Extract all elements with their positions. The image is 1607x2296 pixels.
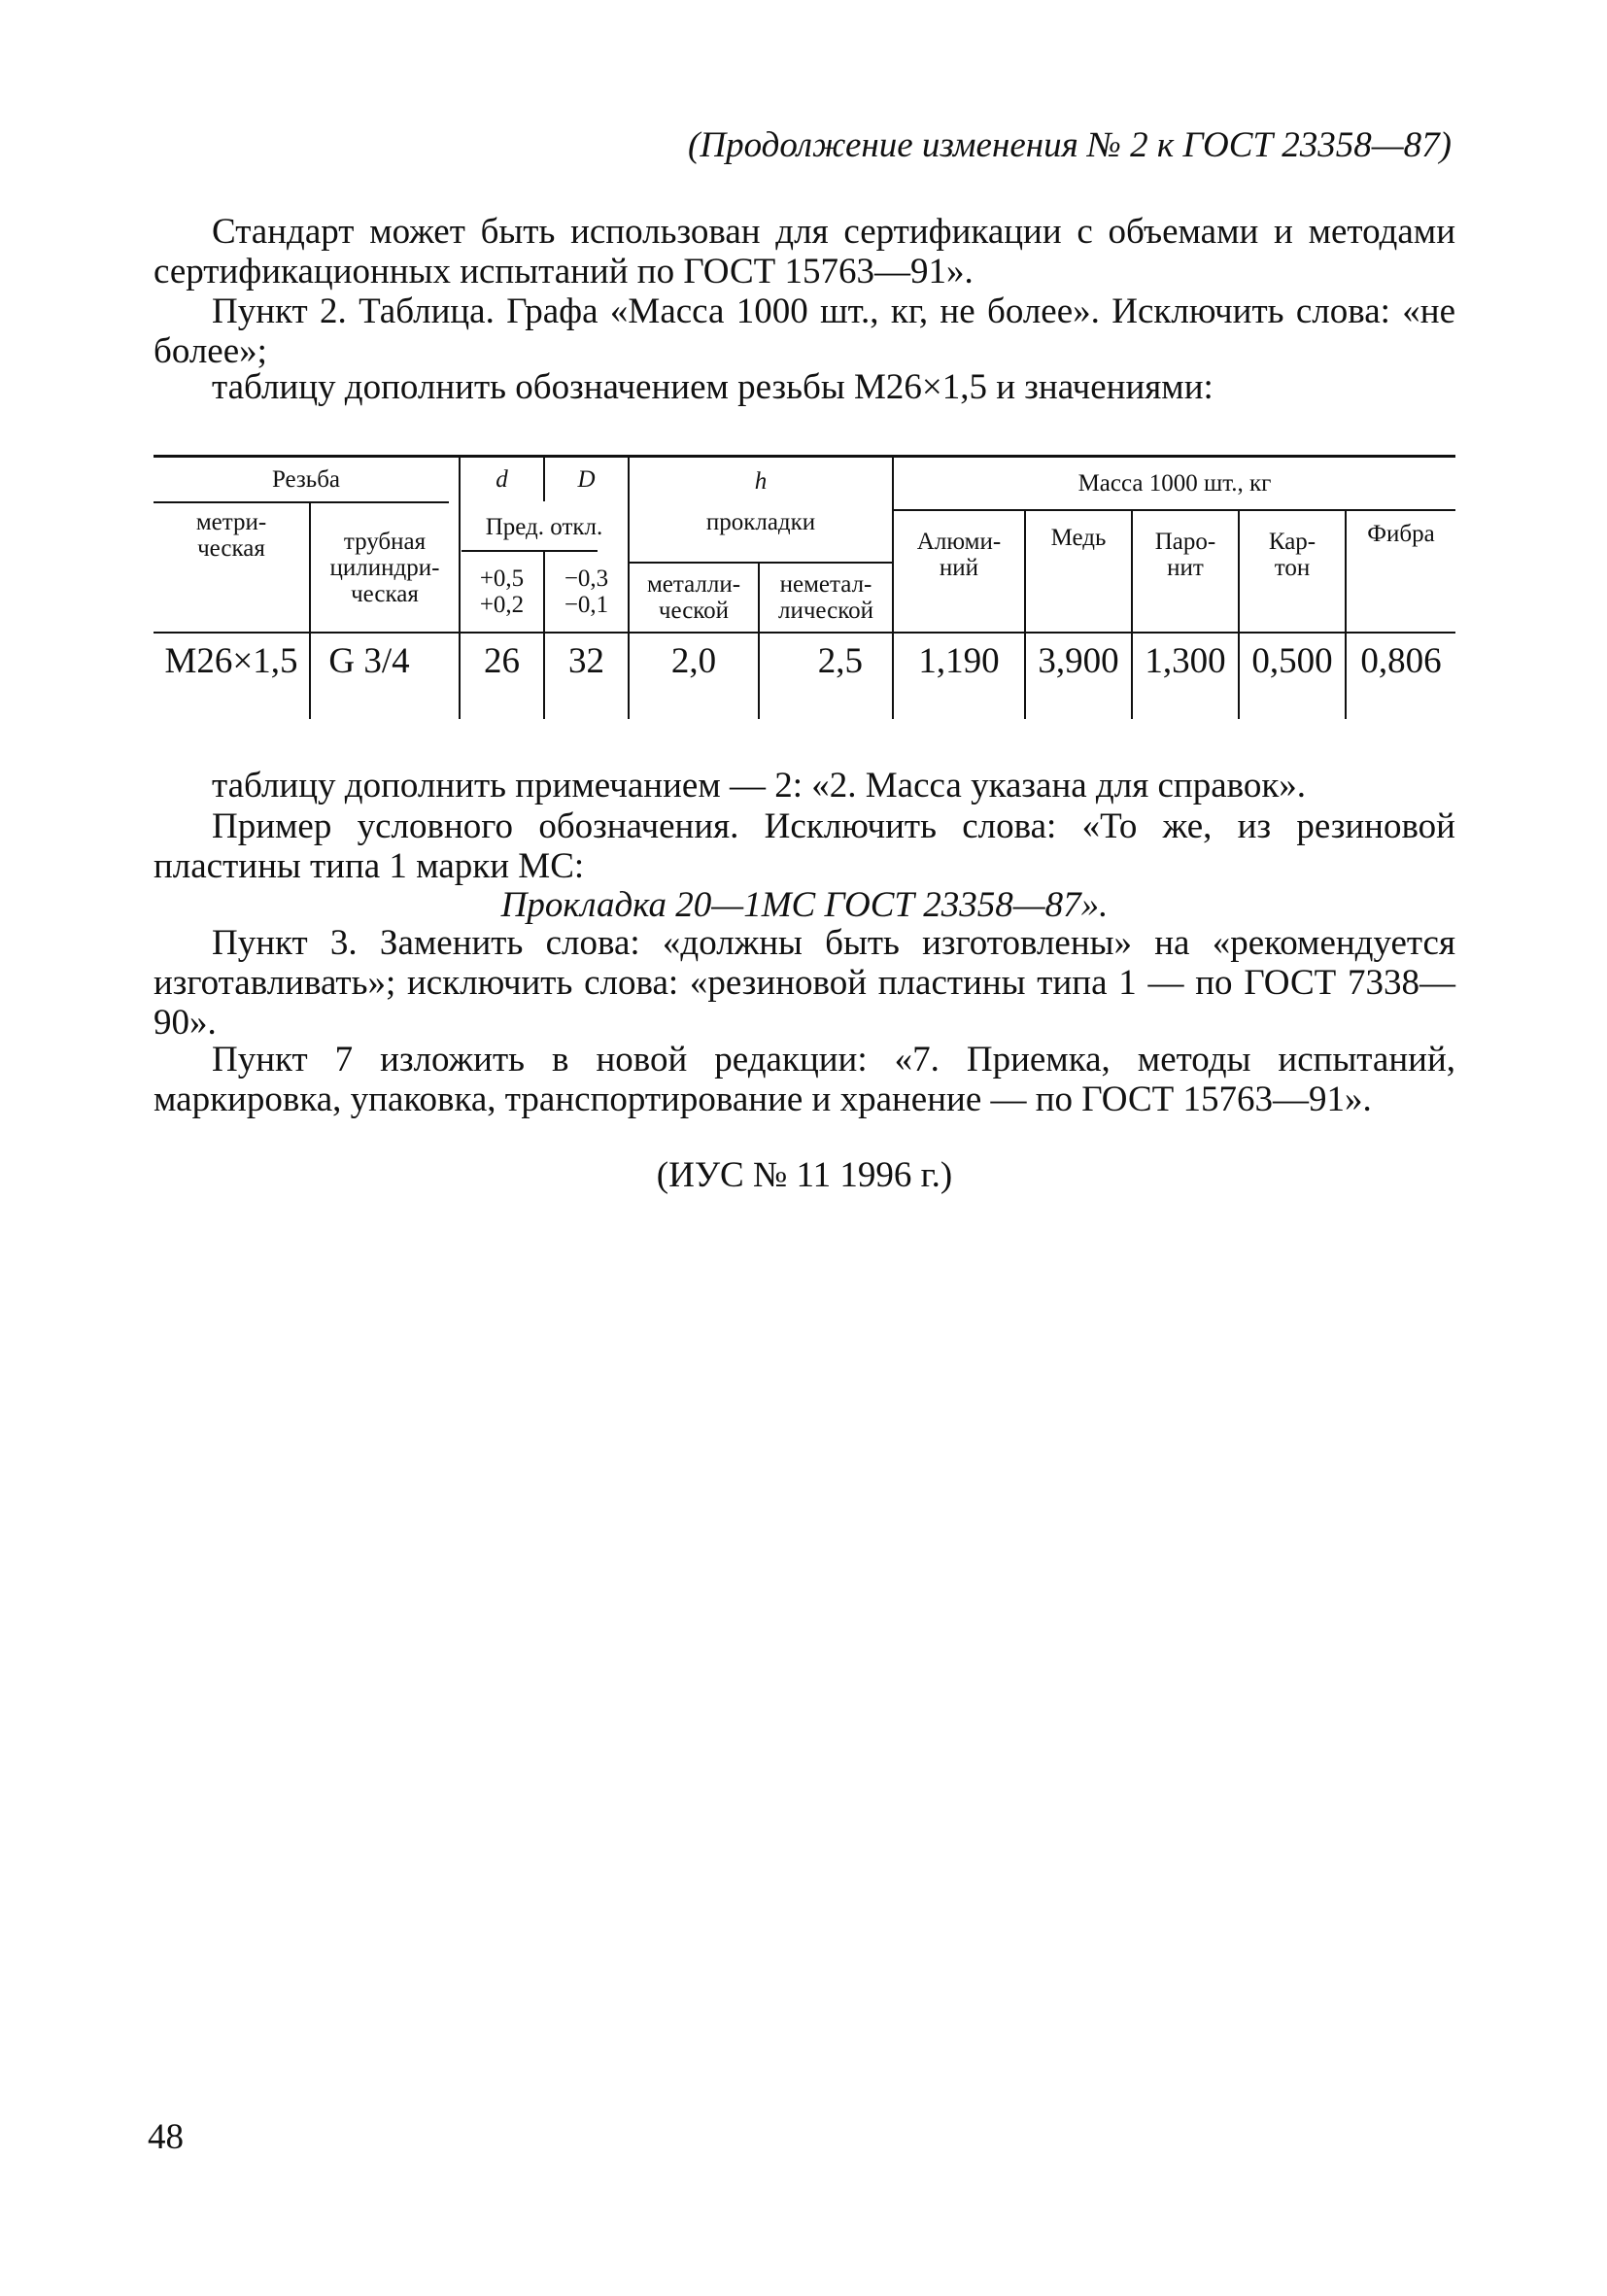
header-paronit: Паро- нит: [1154, 529, 1216, 581]
header-copper: Медь: [1050, 525, 1107, 551]
paragraph-standard-usage: Стандарт может быть использован для сертификации с объемами и методами сертификационных испытаний по ГОСТ 15763—91».: [154, 212, 1455, 291]
header-h-sub: прокладки: [705, 508, 816, 535]
paragraph-item-2: Пункт 2. Таблица. Графа «Масса 1000 шт., кг, не более». Исключить слова: «не более»;: [154, 291, 1455, 371]
cell-paronit: 1,300: [1145, 640, 1226, 681]
header-nonmetal: неметал- лической: [778, 571, 873, 624]
page-number: 48: [148, 2117, 184, 2157]
cell-metric: М26×1,5: [164, 640, 298, 681]
header-pred-otkl: Пред. откл.: [485, 513, 603, 540]
header-metric: метри- ческая: [195, 509, 267, 562]
header-D: D: [577, 465, 596, 493]
header-mass: Масса 1000 шт., кг: [1077, 469, 1272, 497]
paragraph-note-addition: таблицу дополнить примечанием — 2: «2. Масса указана для справок».: [212, 766, 1307, 805]
cell-D: 32: [568, 640, 604, 681]
cell-h-nonmetal: 2,5: [817, 640, 863, 681]
header-rezba: Резьба: [271, 465, 341, 493]
cell-fibra: 0,806: [1360, 640, 1442, 681]
paragraph-item-7: Пункт 7 изложить в новой редакции: «7. Приемка, методы испытаний, маркировка, упаковка, транспортирование и хранение — по ГОСТ 15763—91».: [154, 1040, 1455, 1119]
thread-mass-table: [154, 455, 1455, 719]
cell-aluminium: 1,190: [918, 640, 1000, 681]
header-D-tolerance: −0,3 −0,1: [564, 565, 609, 618]
cell-karton: 0,500: [1251, 640, 1333, 681]
header-fibra: Фибра: [1367, 521, 1435, 547]
source-reference: (ИУС № 11 1996 г.): [656, 1155, 953, 1195]
header-h: h: [754, 467, 768, 495]
cell-copper: 3,900: [1038, 640, 1119, 681]
paragraph-item-3: Пункт 3. Заменить слова: «должны быть изготовлены» на «рекомендуется изготавливать»; исключить слова: «резиновой пластины типа 1 — по ГОСТ 7338—90».: [154, 923, 1455, 1043]
cell-pipe: G 3/4: [328, 640, 410, 681]
header-aluminium: Алюми- ний: [916, 529, 1002, 581]
cell-d: 26: [484, 640, 520, 681]
cell-h-metal: 2,0: [670, 640, 717, 681]
header-d: d: [496, 465, 508, 493]
header-karton: Кар- тон: [1268, 529, 1316, 581]
example-designation: Прокладка 20—1МС ГОСТ 23358—87».: [500, 885, 1109, 925]
header-metal: металли- ческой: [646, 571, 741, 624]
paragraph-table-addition: таблицу дополнить обозначением резьбы М26×1,5 и значениями:: [212, 367, 1214, 407]
continuation-header: (Продолжение изменения № 2 к ГОСТ 23358—87): [688, 125, 1452, 165]
header-d-tolerance: +0,5 +0,2: [479, 565, 525, 618]
paragraph-example: Пример условного обозначения. Исключить слова: «То же, из резиновой пластины типа 1 марки МС:: [154, 806, 1455, 886]
header-pipe: трубная цилиндри- ческая: [329, 528, 440, 607]
